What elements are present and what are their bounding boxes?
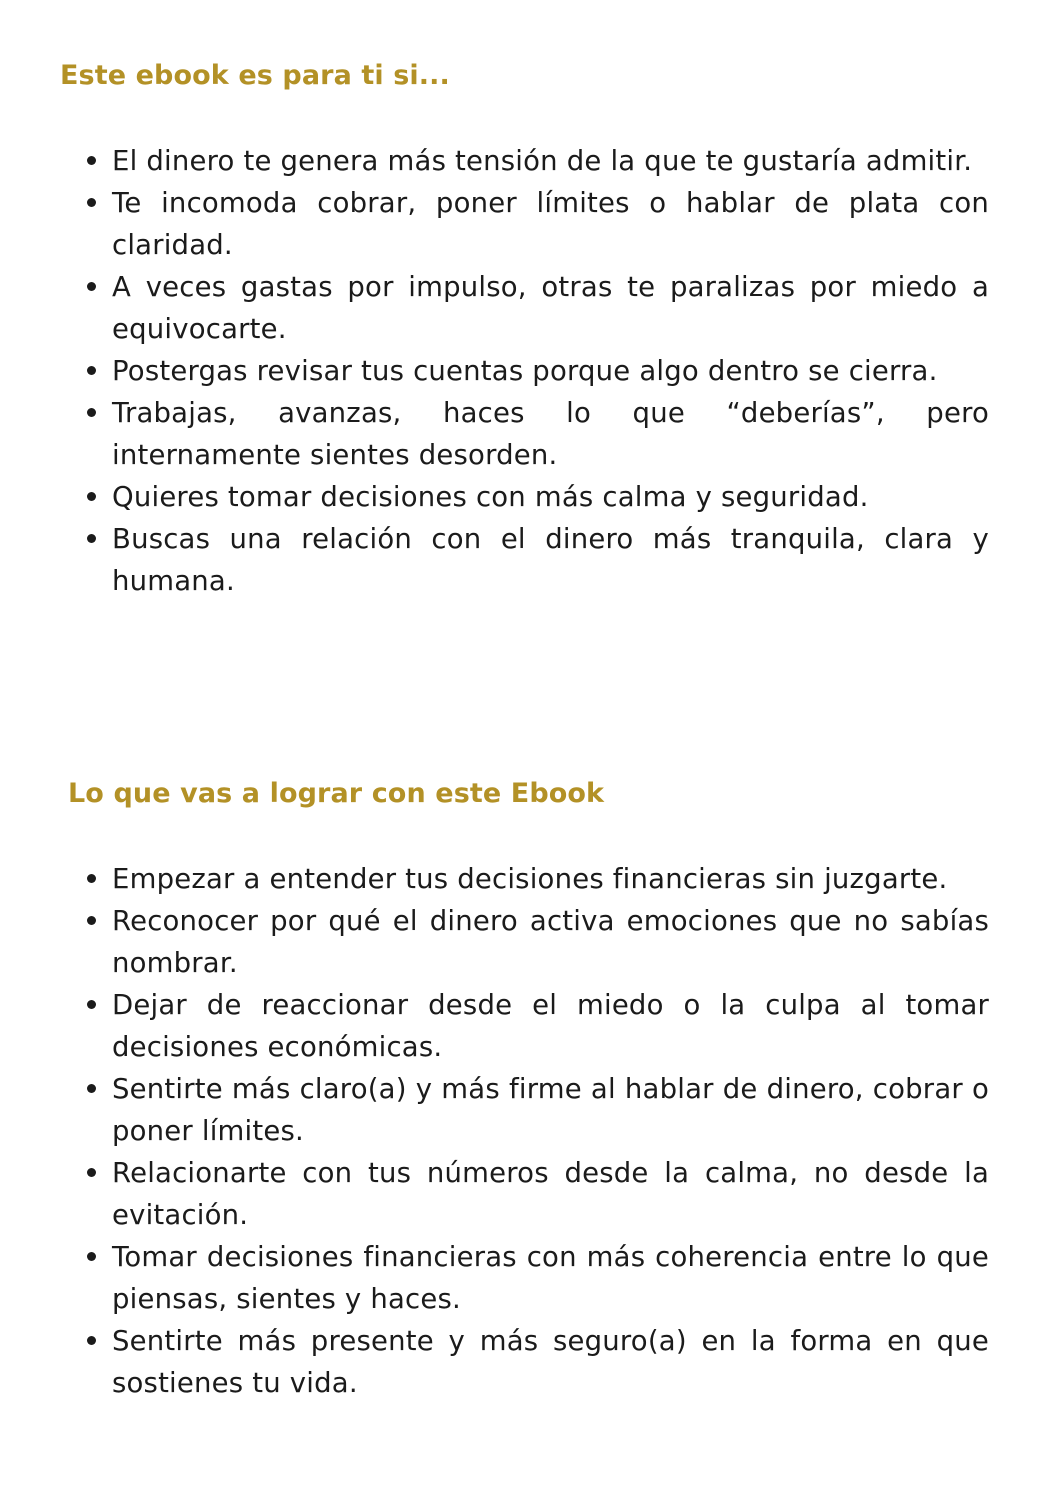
list-item <box>84 900 989 984</box>
bullet-dot-icon <box>87 408 96 417</box>
list-item-text: Trabajas, avanzas, haces lo que “deberías”, pero internamente sientes desorden. <box>112 397 989 471</box>
list-item <box>84 392 989 476</box>
list-item <box>84 1152 989 1236</box>
list-item <box>84 266 989 350</box>
bullet-dot-icon <box>87 282 96 291</box>
list-item-text: Empezar a entender tus decisiones financieras sin juzgarte. <box>112 863 948 895</box>
section-what-you-will-achieve <box>0 770 1049 1399</box>
list-item <box>84 476 989 518</box>
section-heading-what-you-will-achieve: Lo que vas a lograr con este Ebook <box>68 778 605 809</box>
bullet-dot-icon <box>87 1336 96 1345</box>
bullet-dot-icon <box>87 492 96 501</box>
list-item-text: Tomar decisiones financieras con más coherencia entre lo que piensas, sientes y haces. <box>112 1241 989 1315</box>
section-heading-ebook-for-you: Este ebook es para ti si... <box>60 60 450 91</box>
list-item <box>84 518 989 602</box>
list-item-text: Te incomoda cobrar, poner límites o hablar de plata con claridad. <box>112 187 989 261</box>
list-item <box>84 350 989 392</box>
list-item-text: El dinero te genera más tensión de la que te gustaría admitir. <box>112 145 973 177</box>
list-item-text: Buscas una relación con el dinero más tranquila, clara y humana. <box>112 523 989 597</box>
bullet-dot-icon <box>87 534 96 543</box>
bullet-dot-icon <box>87 874 96 883</box>
bullet-dot-icon <box>87 1084 96 1093</box>
bullet-dot-icon <box>87 198 96 207</box>
list-item <box>84 1320 989 1404</box>
list-item <box>84 984 989 1068</box>
bullet-dot-icon <box>87 366 96 375</box>
list-item <box>84 1068 989 1152</box>
list-item <box>84 1236 989 1320</box>
list-item-text: Reconocer por qué el dinero activa emociones que no sabías nombrar. <box>112 905 989 979</box>
bullet-dot-icon <box>87 1000 96 1009</box>
bullet-list-what-you-will-achieve <box>84 858 989 1404</box>
list-item-text: Sentirte más presente y más seguro(a) en la forma en que sostienes tu vida. <box>112 1325 989 1399</box>
bullet-dot-icon <box>87 1252 96 1261</box>
list-item <box>84 140 989 182</box>
bullet-dot-icon <box>87 916 96 925</box>
list-item-text: Quieres tomar decisiones con más calma y seguridad. <box>112 481 869 513</box>
list-item-text: Dejar de reaccionar desde el miedo o la culpa al tomar decisiones económicas. <box>112 989 989 1063</box>
list-item-text: A veces gastas por impulso, otras te paralizas por miedo a equivocarte. <box>112 271 989 345</box>
bullet-dot-icon <box>87 1168 96 1177</box>
list-item <box>84 182 989 266</box>
list-item-text: Relacionarte con tus números desde la calma, no desde la evitación. <box>112 1157 989 1231</box>
list-item-text: Postergas revisar tus cuentas porque algo dentro se cierra. <box>112 355 938 387</box>
section-ebook-for-you <box>0 52 1049 597</box>
bullet-list-ebook-for-you <box>84 140 989 602</box>
list-item <box>84 858 989 900</box>
bullet-dot-icon <box>87 156 96 165</box>
list-item-text: Sentirte más claro(a) y más firme al hablar de dinero, cobrar o poner límites. <box>112 1073 989 1147</box>
